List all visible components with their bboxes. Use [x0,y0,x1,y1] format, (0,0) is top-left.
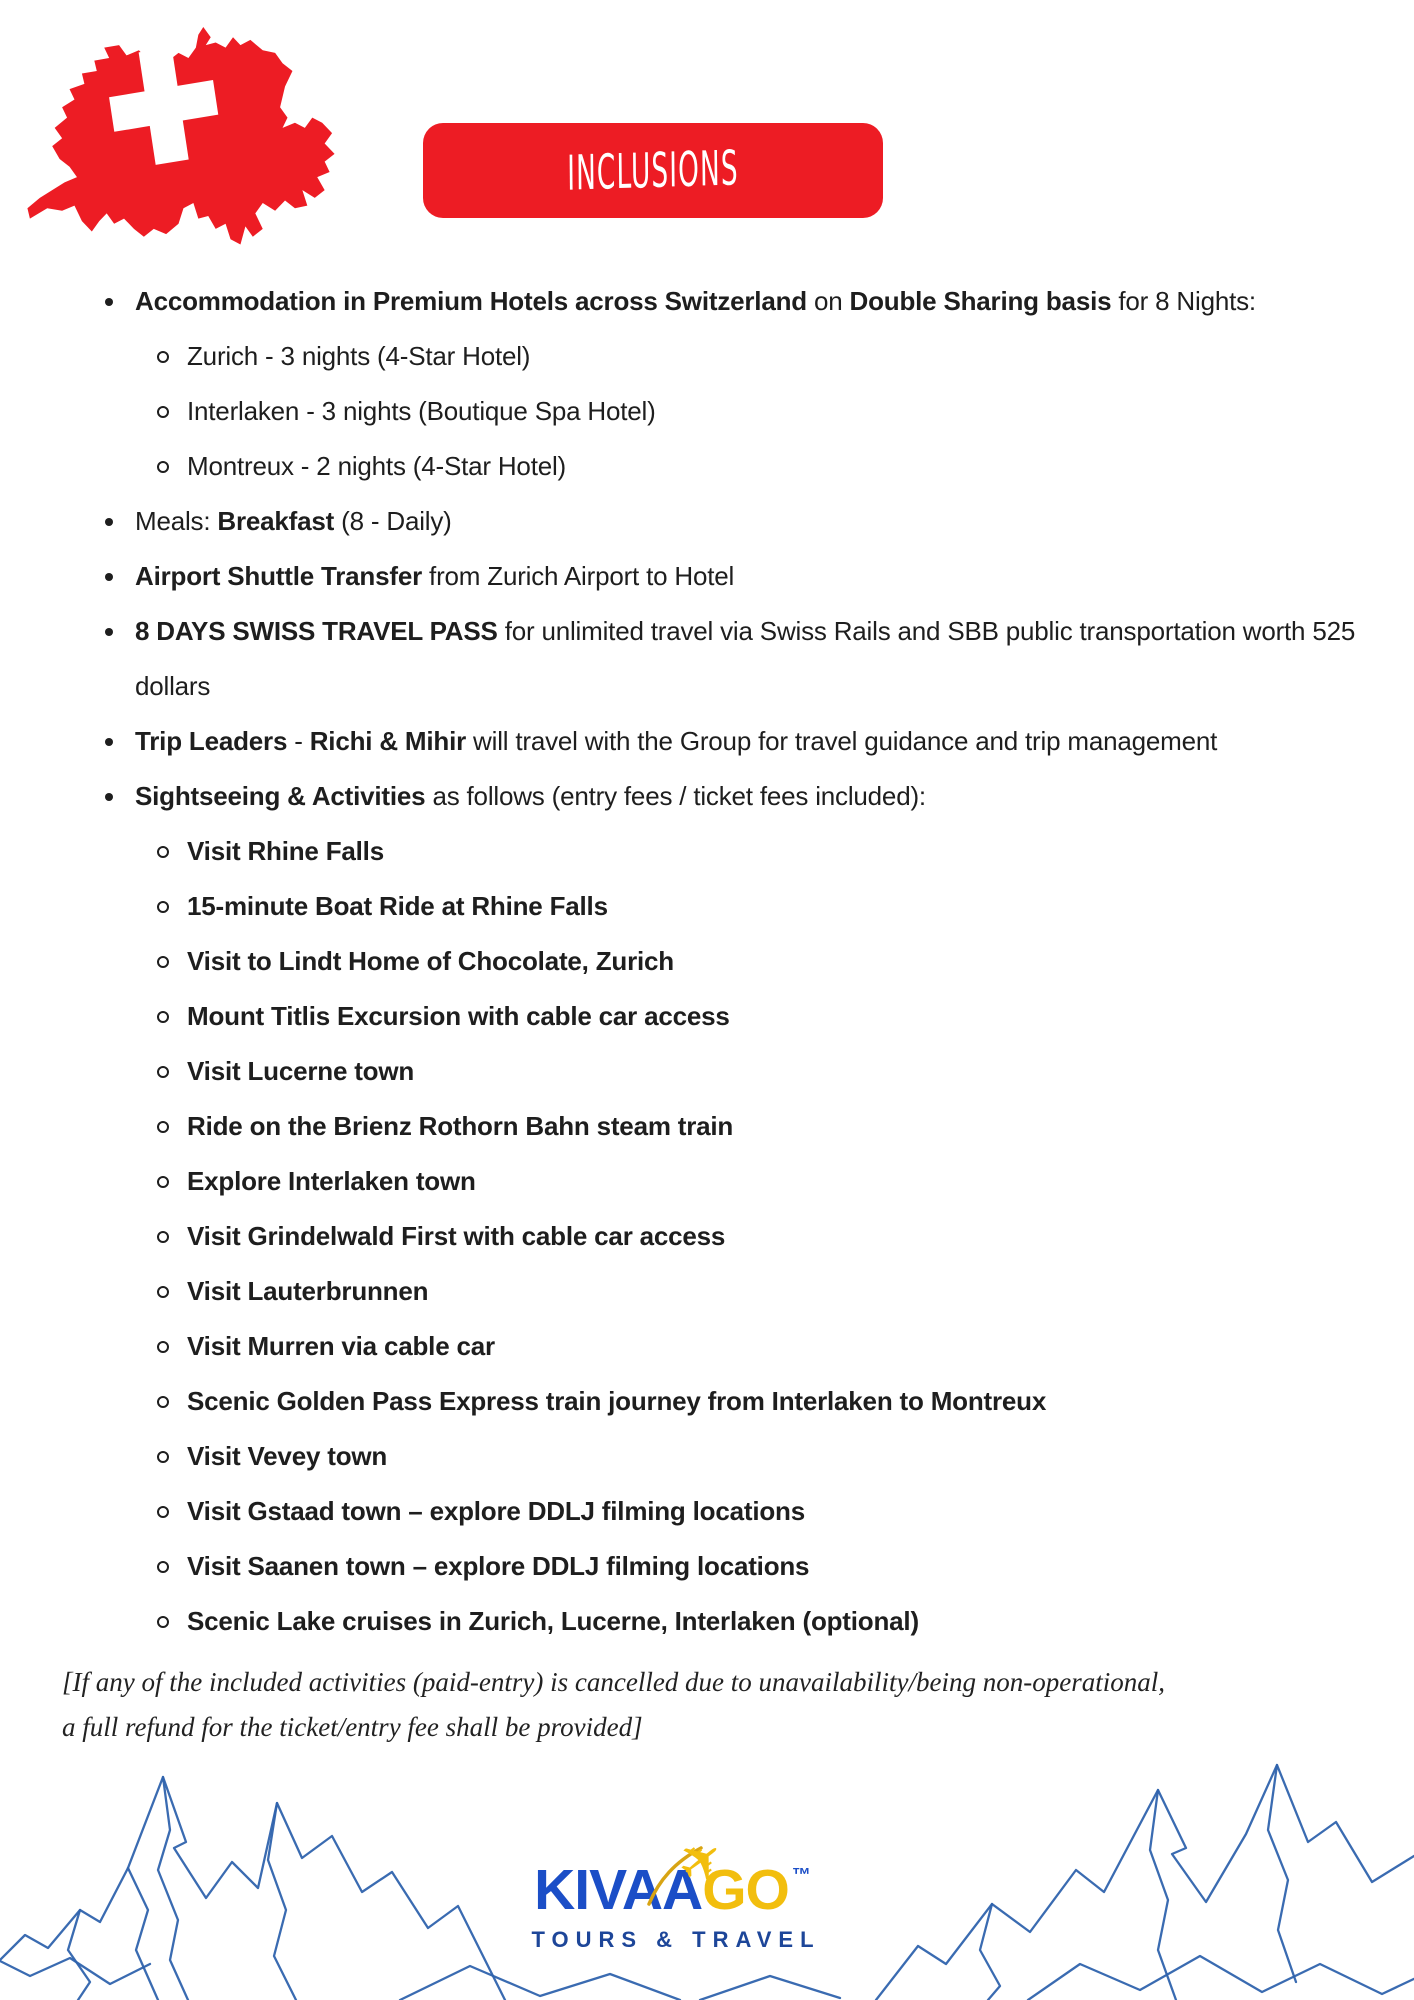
inclusion-text-segment: for unlimited travel via Swiss Rails and SBB public transportation worth 525 dollars [135,616,1356,701]
inclusion-subitem [0,1044,1414,1099]
inclusion-subitem [0,1264,1414,1319]
inclusion-text-segment: Visit to Lindt Home of Chocolate, Zurich [187,946,674,976]
inclusion-text-segment: Breakfast [217,506,335,536]
inclusion-text-segment: Visit Rhine Falls [187,836,384,866]
inclusion-text-segment: Interlaken - 3 nights (Boutique Spa Hotel) [187,396,656,426]
inclusion-text-segment: (8 - Daily) [334,506,452,536]
inclusion-subitem [0,329,1414,384]
brand-tagline: TOURS & TRAVEL [531,1927,821,1952]
inclusion-text-segment: Sightseeing & Activities [135,781,426,811]
inclusion-subitem [0,1429,1414,1484]
inclusion-text-segment: Visit Murren via cable car [187,1331,495,1361]
footnote-line-2: a full refund for the ticket/entry fee shall be provided] [62,1712,643,1742]
inclusion-subitem [0,1154,1414,1209]
inclusion-text-segment: Mount Titlis Excursion with cable car access [187,1001,730,1031]
inclusion-text-segment: Trip Leaders [135,726,288,756]
inclusion-text-segment: Scenic Golden Pass Express train journey from Interlaken to Montreux [187,1386,1047,1416]
inclusion-text-segment: Airport Shuttle Transfer [135,561,423,591]
inclusions-list [0,274,1414,1649]
inclusion-subitem [0,384,1414,439]
inclusion-subitem [0,989,1414,1044]
brand-name-secondary: GO [702,1858,789,1922]
inclusion-item [0,494,1414,549]
inclusion-text-segment: Visit Vevey town [187,1441,388,1471]
inclusion-item [0,714,1414,769]
inclusion-subitem [0,934,1414,989]
switzerland-map-icon [20,14,342,260]
plane-icon [615,1816,765,1911]
inclusion-text-segment: Double Sharing basis [849,286,1112,316]
inclusion-subitem [0,1099,1414,1154]
inclusion-text-segment: 15-minute Boat Ride at Rhine Falls [187,891,608,921]
inclusion-text-segment: for 8 Nights: [1111,286,1256,316]
inclusion-text-segment: will travel with the Group for travel guidance and trip management [466,726,1218,756]
inclusion-text-segment: 8 DAYS SWISS TRAVEL PASS [135,616,498,646]
inclusion-text-segment: Visit Saanen town – explore DDLJ filming locations [187,1551,810,1581]
inclusion-text-segment: Accommodation in Premium Hotels across Switzerland [135,286,807,316]
brand-logo [520,1822,825,1953]
inclusion-subitem [0,1209,1414,1264]
inclusions-banner [423,123,883,218]
inclusion-subitem [0,1319,1414,1374]
inclusion-text-segment: Visit Gstaad town – explore DDLJ filming locations [187,1496,805,1526]
inclusion-subitem [0,1484,1414,1539]
inclusion-text-segment: on [806,286,850,316]
inclusion-item [0,549,1414,604]
inclusion-text-segment: as follows (entry fees / ticket fees included): [425,781,926,811]
inclusion-subitem [0,824,1414,879]
inclusion-text-segment: Scenic Lake cruises in Zurich, Lucerne, Interlaken (optional) [187,1606,919,1636]
brand-name-primary: KIVAA [534,1858,703,1922]
banner-title: INCLUSIONS [566,139,740,202]
inclusion-text-segment: Visit Lucerne town [187,1056,415,1086]
plane-glyph: ✈ [664,1822,739,1901]
footnote [62,1660,1374,1750]
inclusion-text-segment: Montreux - 2 nights (4-Star Hotel) [187,451,567,481]
inclusion-text-segment: from Zurich Airport to Hotel [422,561,735,591]
inclusion-subitem [0,1539,1414,1594]
inclusion-subitem [0,1594,1414,1649]
inclusion-text-segment: Richi & Mihir [309,726,467,756]
inclusion-text-segment: Explore Interlaken town [187,1166,476,1196]
inclusion-subitem [0,439,1414,494]
inclusion-text-segment: Zurich - 3 nights (4-Star Hotel) [187,341,531,371]
footnote-line-1: [If any of the included activities (paid-entry) is cancelled due to unavailability/being non-operational, [62,1667,1165,1697]
inclusion-text-segment: Visit Lauterbrunnen [187,1276,429,1306]
inclusion-subitem [0,879,1414,934]
inclusion-subitem [0,1374,1414,1429]
inclusion-item [0,274,1414,329]
trademark-symbol: ™ [791,1865,811,1886]
inclusion-item [0,604,1414,714]
inclusion-text-segment: - [287,726,310,756]
inclusion-text-segment: Meals: [135,506,218,536]
inclusion-text-segment: Ride on the Brienz Rothorn Bahn steam train [187,1111,734,1141]
inclusion-item [0,769,1414,824]
inclusion-text-segment: Visit Grindelwald First with cable car access [187,1221,726,1251]
